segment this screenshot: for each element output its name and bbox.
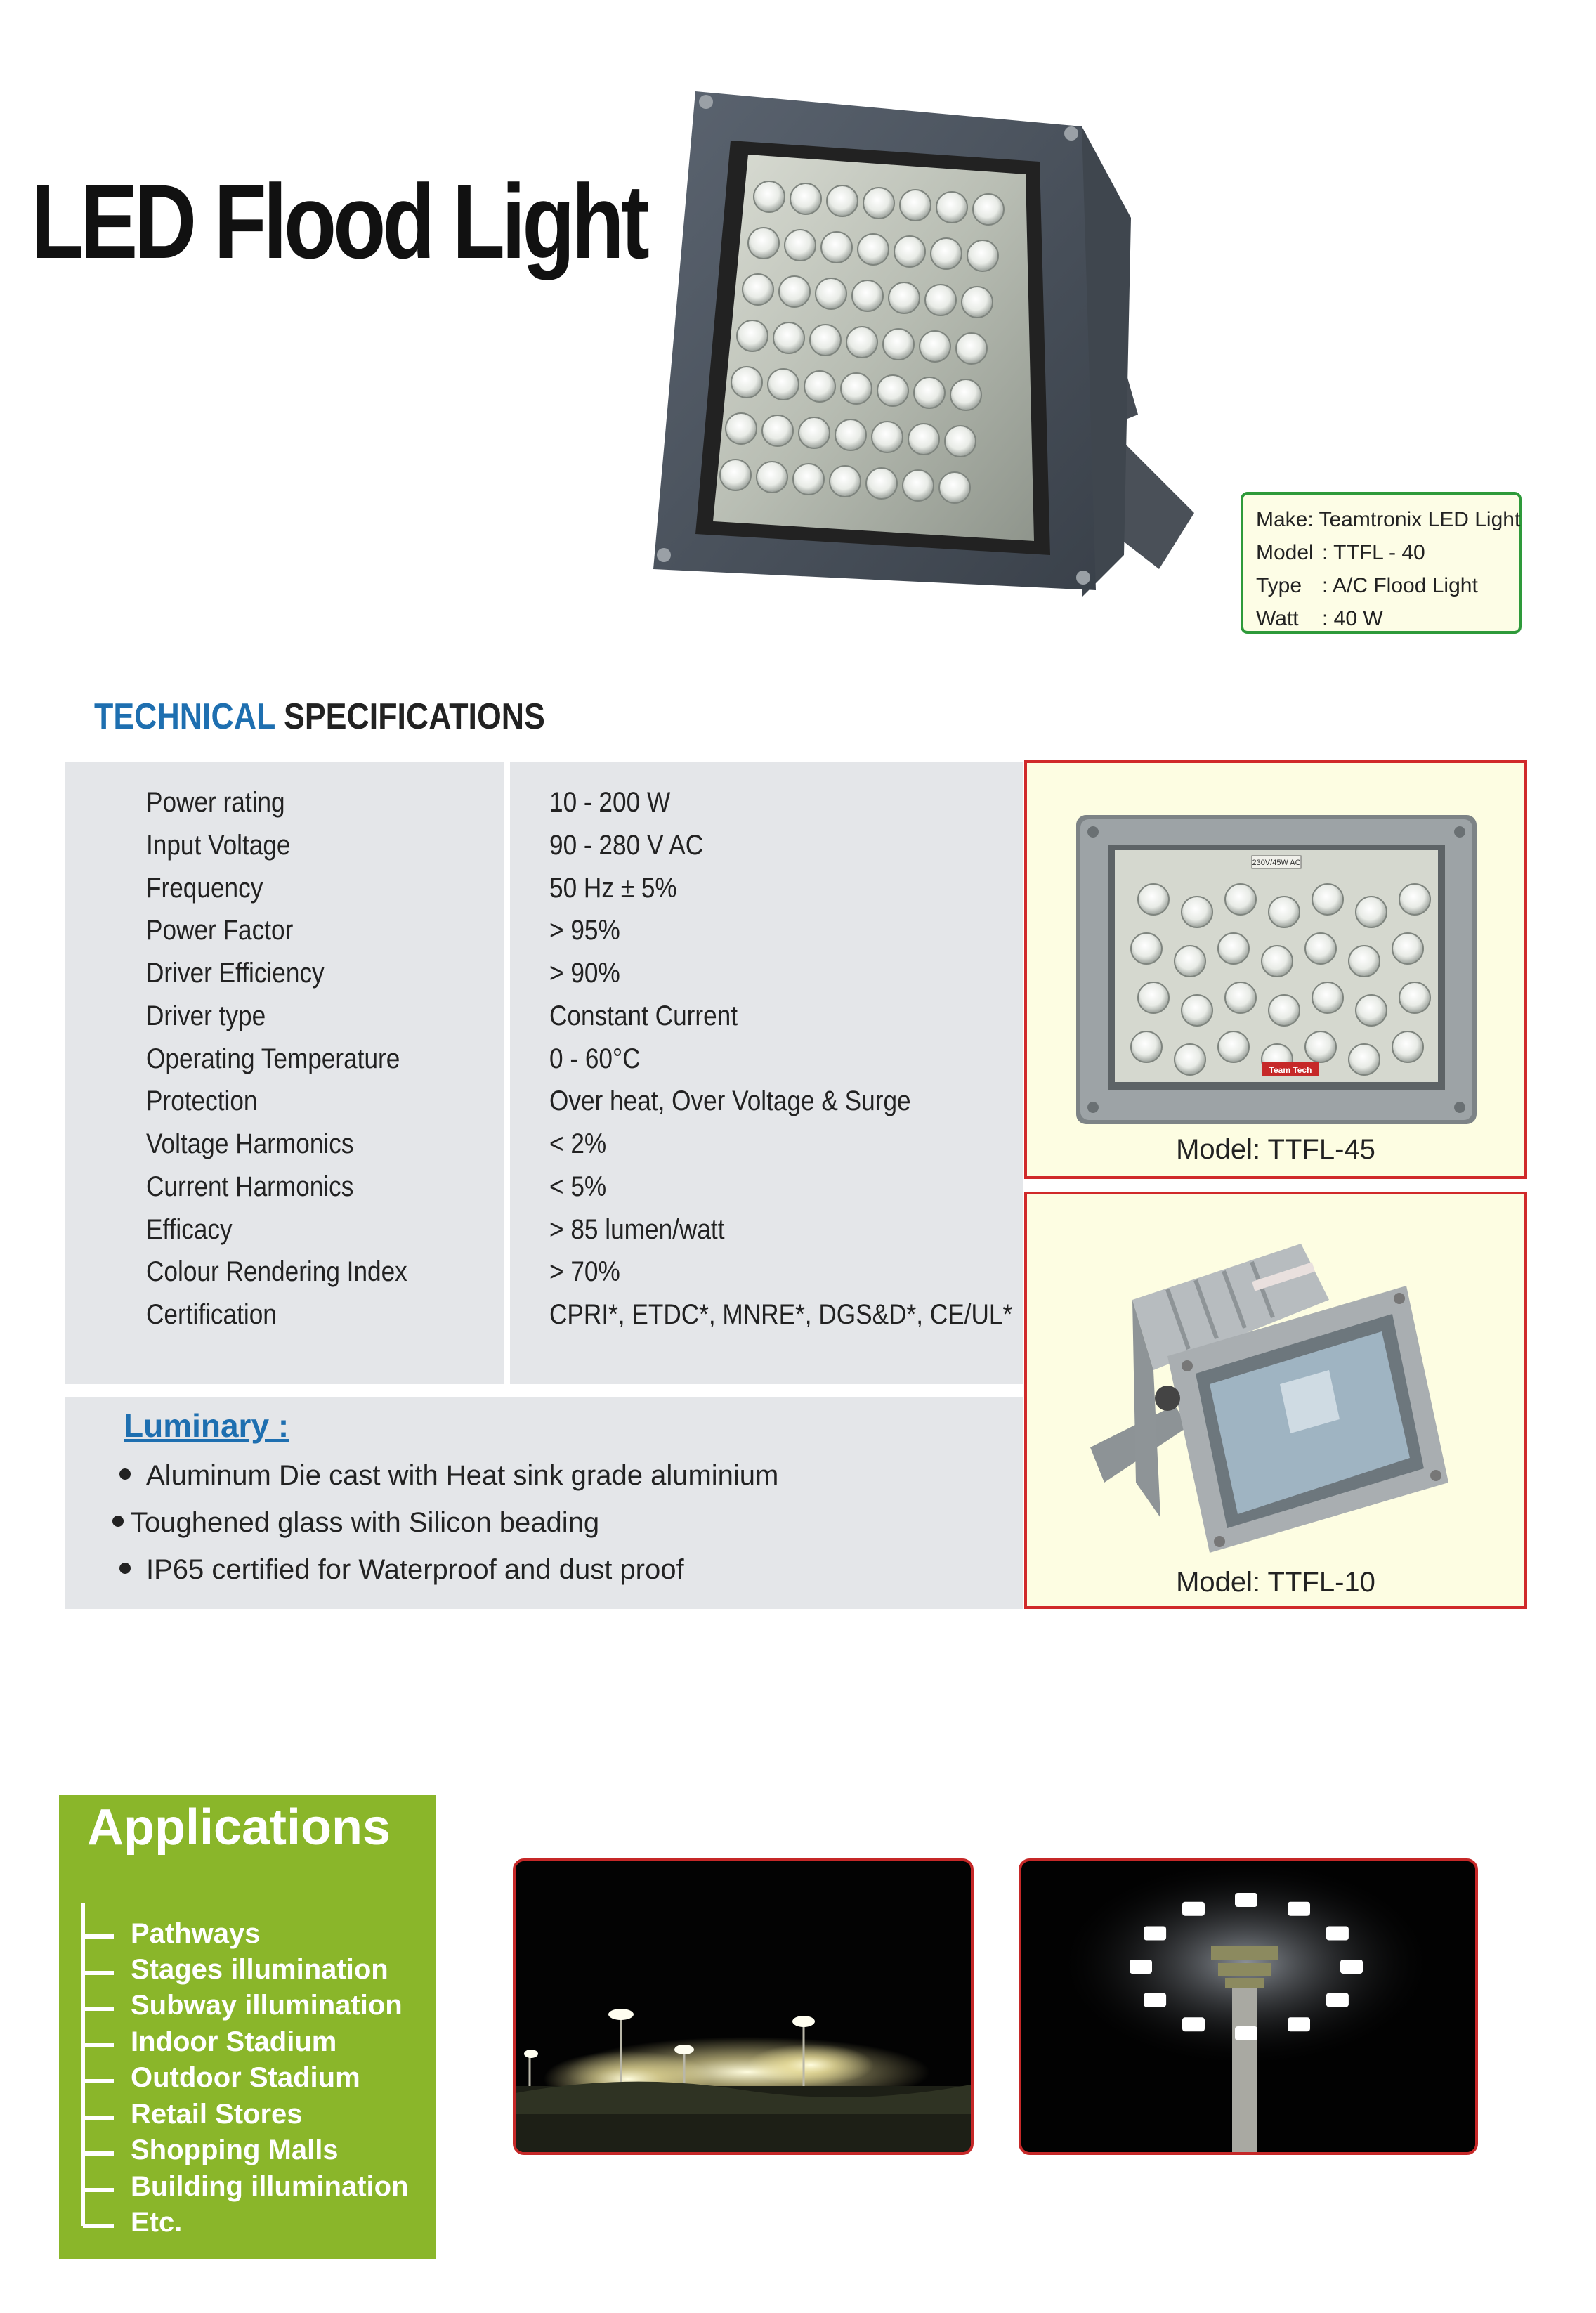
spec-label: Power rating [146,787,285,818]
info-key: Model [1256,541,1314,564]
spec-value: > 95% [549,915,620,946]
led-icon [1305,1031,1336,1062]
application-item: Indoor Stadium [131,2026,337,2057]
spec-label: Certification [146,1299,277,1330]
spec-label: Voltage Harmonics [146,1128,354,1159]
ttfl-10-image [1069,1216,1498,1574]
led-icon [830,466,861,497]
luminary-title: Luminary : [124,1407,289,1444]
led-icon [925,285,956,315]
info-value: : 40 W [1322,607,1383,630]
led-icon [945,426,976,457]
led-icon [835,419,866,450]
info-row [1256,536,1506,569]
led-icon [1218,1031,1249,1062]
spec-label: Current Harmonics [146,1171,354,1202]
led-icon [726,413,757,444]
led-icon [1392,1031,1423,1062]
application-item: Building illumination [131,2171,409,2202]
led-icon [846,327,877,358]
led-icon [956,333,987,364]
led-icon [866,468,897,499]
team-tech-logo-text: Team Tech [1269,1065,1312,1075]
spec-label: Frequency [146,873,263,904]
led-icon [967,240,998,271]
mast-lamp-icon [1288,2017,1310,2031]
led-icon [773,322,804,353]
info-value: : A/C Flood Light [1322,574,1478,597]
led-icon [1175,1044,1205,1075]
led-icon [785,230,816,261]
mast-lamp-icon [1182,1902,1205,1916]
info-row [1256,569,1506,602]
high-mast-image [1021,1861,1475,2152]
mast-lamp-icon [1235,2026,1257,2040]
specs-heading [94,696,545,738]
application-item: Outdoor Stadium [131,2062,360,2093]
led-icon [779,276,810,307]
led-icon [1262,946,1293,977]
high-mast-photo [1019,1858,1478,2155]
led-icon [950,379,981,410]
led-icon [1182,995,1212,1026]
mast-lamp-icon [1144,1927,1166,1941]
luminary-item [112,1507,599,1539]
spec-value: CPRI*, ETDC*, MNRE*, DGS&D*, CE/UL* [549,1299,1013,1330]
led-icon [1175,946,1205,977]
luminary-item-text: IP65 certified for Waterproof and dust proof [146,1554,684,1585]
led-icon [936,192,967,223]
info-row [1256,503,1521,536]
led-icon [757,462,787,493]
spec-label: Efficacy [146,1214,233,1245]
application-item: Subway illumination [131,1990,403,2021]
led-icon [748,228,779,259]
mast-lamp-icon [1182,2017,1205,2031]
mast-lamp-icon [1326,1927,1349,1941]
spec-value: 50 Hz ± 5% [549,873,677,904]
led-icon [1225,884,1256,915]
led-icon [962,287,993,318]
mast-lamp-icon [1326,1993,1349,2007]
led-icon [900,190,931,221]
led-icon [1182,897,1212,927]
application-item: Etc. [131,2207,183,2238]
model-caption: Model: TTFL-10 [1176,1567,1375,1598]
spec-label: Input Voltage [146,830,291,861]
led-icon [731,367,762,398]
led-icon [973,194,1004,225]
led-icon [768,369,799,400]
led-icon [1392,933,1423,964]
spec-value: > 85 lumen/watt [549,1214,725,1245]
applications-tree-lines [74,1903,117,2240]
bullet-icon [119,1468,131,1480]
spec-value: Over heat, Over Voltage & Surge [549,1086,911,1116]
spec-label: Operating Temperature [146,1043,400,1074]
led-icon [889,282,920,313]
led-icon [1356,995,1387,1026]
led-icon [877,375,908,406]
spec-value: 10 - 200 W [549,787,671,818]
luminary-item-text: Toughened glass with Silicon beading [131,1507,600,1538]
info-key: Type [1256,574,1302,597]
led-icon [1225,982,1256,1013]
led-icon [920,331,950,362]
spec-label: Driver Efficiency [146,958,325,989]
led-icon [816,278,846,309]
info-value: : TTFL - 40 [1322,541,1425,564]
info-value: : Teamtronix LED Light [1307,508,1521,531]
led-icon [1218,933,1249,964]
led-icon [790,183,821,214]
led-icon [804,371,835,402]
led-icon [743,274,773,305]
led-icon [1269,995,1300,1026]
led-icon [1131,933,1162,964]
spec-label: Power Factor [146,915,294,946]
led-icon [793,464,824,495]
spec-value: 0 - 60°C [549,1043,641,1074]
led-icon [1305,933,1336,964]
info-key: Watt [1256,607,1299,630]
application-item: Shopping Malls [131,2135,339,2165]
specs-heading-rest: SPECIFICATIONS [283,696,545,737]
led-icon [914,377,945,408]
led-icon [720,460,751,490]
page-title: LED Flood Light [31,162,646,280]
info-key: Make [1256,508,1308,531]
led-icon [841,373,872,404]
bullet-icon [119,1563,131,1574]
plate-label: 230V/45W AC [1252,859,1301,867]
spec-value: < 5% [549,1171,607,1202]
specs-divider [504,762,510,1384]
model-caption: Model: TTFL-45 [1176,1134,1375,1165]
luminary-item [119,1554,684,1586]
led-icon [883,329,914,360]
product-info-box [1241,492,1522,634]
led-icon [863,188,894,219]
led-icon [1399,884,1430,915]
led-icon [908,424,939,455]
led-icon [799,417,830,448]
model-box-ttfl-45 [1024,760,1527,1179]
spec-value: > 90% [549,958,620,989]
mast-lamp-icon [1340,1960,1363,1974]
led-icon [939,472,970,503]
led-icon [737,320,768,351]
led-icon [1269,897,1300,927]
luminary-item [119,1460,778,1492]
led-icon [1356,897,1387,927]
model-box-ttfl-10 [1024,1192,1527,1609]
led-icon [821,232,852,263]
mast-lamp-icon [1288,1902,1310,1916]
spec-label: Colour Rendering Index [146,1256,407,1287]
info-row [1256,602,1506,635]
led-icon [827,185,858,216]
led-icon [903,470,934,501]
spec-value: Constant Current [549,1001,738,1031]
mast-lamp-icon [1130,1960,1152,1974]
led-icon [1312,982,1343,1013]
spec-value: > 70% [549,1256,620,1287]
led-icon [1131,1031,1162,1062]
mast-lamp-icon [1144,1993,1166,2007]
led-icon [872,422,903,452]
led-icon [762,415,793,446]
led-icon [1349,1044,1380,1075]
led-icon [852,280,883,311]
spec-value: < 2% [549,1128,607,1159]
led-icon [1349,946,1380,977]
specs-heading-accent: TECHNICAL [94,696,275,737]
led-icon [858,234,889,265]
bullet-icon [112,1516,124,1527]
application-item: Pathways [131,1918,261,1949]
application-item: Stages illumination [131,1954,388,1985]
luminary-item-text: Aluminum Die cast with Heat sink grade aluminium [146,1460,779,1491]
spec-label: Driver type [146,1001,266,1031]
spec-label: Protection [146,1086,258,1116]
led-icon [810,325,841,356]
hero-flood-light-image [576,77,1208,660]
applications-title: Applications [87,1799,391,1856]
ttfl-45-image [1076,815,1477,1124]
led-icon [754,181,785,212]
led-icon [1399,982,1430,1013]
application-item: Retail Stores [131,2099,303,2130]
stadium-night-image [516,1861,971,2152]
mast-lamp-icon [1235,1893,1257,1907]
spec-value: 90 - 280 V AC [549,830,704,861]
led-icon [1312,884,1343,915]
stadium-night-photo [513,1858,974,2155]
led-icon [894,236,925,267]
led-icon [1138,982,1169,1013]
led-icon [1138,884,1169,915]
led-icon [931,238,962,269]
